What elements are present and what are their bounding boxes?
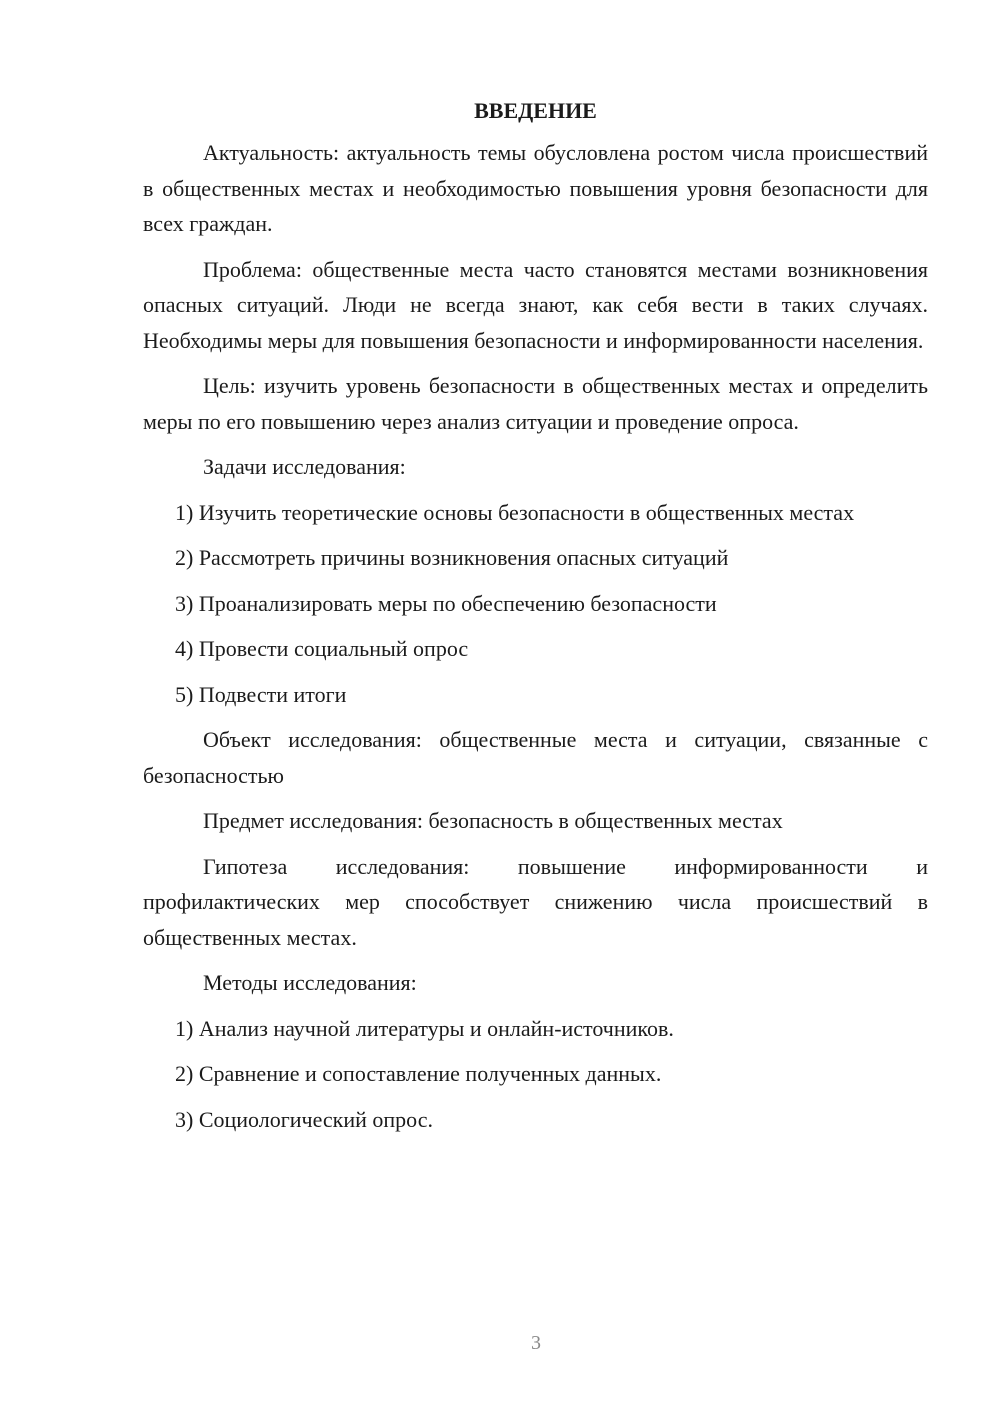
page-number: 3 — [531, 1332, 541, 1354]
task-item: 1) Изучить теоретические основы безопасности в общественных местах — [175, 499, 855, 525]
task-item: 5) Подвести итоги — [175, 681, 347, 707]
method-item: 3) Социологический опрос. — [175, 1106, 433, 1132]
hypothesis-paragraph: Гипотеза исследования: повышение информированности и профилактических мер способствует снижению числа происшествий в общественных местах. — [143, 853, 928, 950]
page-content — [143, 95, 928, 1147]
object-paragraph: Объект исследования: общественные места и ситуации, связанные с безопасностью — [143, 727, 928, 788]
task-item: 2) Рассмотреть причины возникновения опасных ситуаций — [175, 545, 729, 570]
tasks-heading: Задачи исследования: — [203, 454, 406, 479]
methods-heading: Методы исследования: — [203, 970, 417, 995]
goal-paragraph: Цель: изучить уровень безопасности в общественных местах и определить меры по его повышению через анализ ситуации и проведение опроса. — [143, 373, 928, 434]
method-item: 2) Сравнение и сопоставление полученных данных. — [175, 1061, 662, 1086]
task-item: 4) Провести социальный опрос — [175, 636, 469, 661]
method-item: 1) Анализ научной литературы и онлайн-источников. — [175, 1015, 674, 1041]
problem-paragraph: Проблема: общественные места часто становятся местами возникновения опасных ситуаций. Люди не всегда знают, как себя вести в таких случаях. Необходимы меры для повышения безопасности и информированности населения. — [143, 256, 928, 353]
page-title: ВВЕДЕНИЕ — [474, 98, 597, 123]
subject-paragraph: Предмет исследования: безопасность в общественных местах — [203, 808, 783, 833]
relevance-paragraph: Актуальность: актуальность темы обусловлена ростом числа происшествий в общественных местах и необходимостью повышения уровня безопасности для всех граждан. — [143, 140, 928, 236]
task-item: 3) Проанализировать меры по обеспечению безопасности — [175, 590, 717, 616]
